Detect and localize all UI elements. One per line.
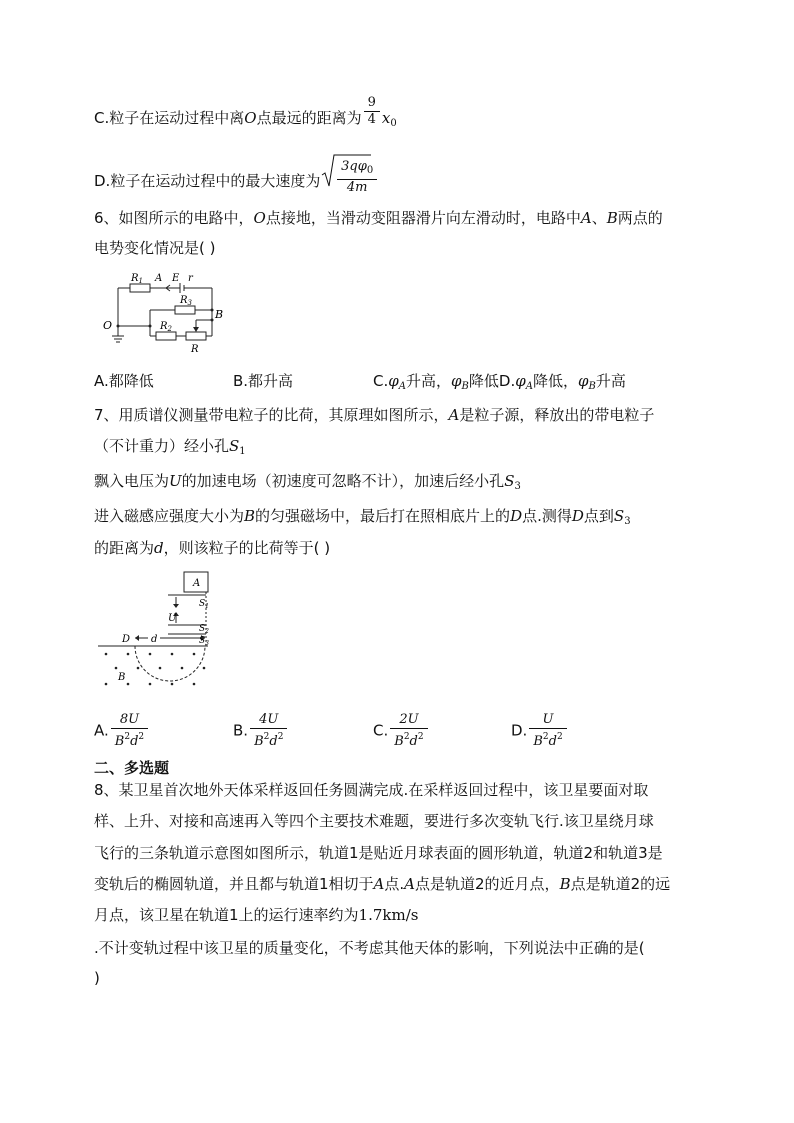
q8-line-7: ) [94,969,100,987]
q6-line-2: 电势变化情况是( ) [94,239,216,257]
rheostat-r [186,332,206,340]
section-heading: 二、多选题 [94,759,170,777]
option-text: 点最远的距离为 [256,109,362,127]
q5-option-c [94,95,397,134]
label-u: U [168,613,177,624]
label-s1: $S_1$ [199,599,209,610]
q7-option-a: A. $\frac{8U}{B^2d^2}$ [94,712,150,750]
q7-option-d: D. $\frac{U}{B^2d^2}$ [511,712,569,750]
q7-line-5: 的距离为d，则该粒子的比荷等于( ) [94,539,331,557]
label-r: r [188,273,193,284]
mass-spectrometer-diagram [98,570,223,692]
q7-option-b: B. $\frac{4U}{B^2d^2}$ [233,712,289,750]
label-e: E [172,273,180,284]
option-text: C.粒子在运动过程中离 [94,109,245,127]
label-b: B [215,308,224,321]
q8-line-2: 样、上升、对接和高速再入等四个主要技术难题，要进行多次变轨飞行.该卫星绕月球 [94,812,654,830]
label-rheostat: R [191,344,199,355]
resistor-r2 [156,332,176,340]
resistor-r1 [130,284,150,292]
sqrt-expression: $\frac{3q\varphi_0}{4m}$ [325,159,379,196]
subscript: 0 [390,118,397,129]
label-a: A [155,273,163,284]
circuit-diagram [100,268,230,358]
q8-line-1: 8、某卫星首次地外天体采样返回任务圆满完成.在采样返回过程中，该卫星要面对取 [94,781,649,799]
q6-option-a: A.都降低 [94,372,154,390]
q7-line-2: （不计重力）经小孔$S_1$ [94,437,246,457]
label-s3: $S_3$ [199,636,209,647]
label-b: B [118,672,126,683]
label-d-distance: d [151,634,158,645]
label-a: A [193,578,201,589]
fraction: $\frac{9}{4}$ [364,95,380,128]
resistor-r3 [175,306,195,314]
label-d-point: D [122,634,131,645]
q8-line-5: 月点，该卫星在轨道1上的运行速率约为1.7km/s [94,906,419,924]
point-o: O [244,109,257,127]
q5-option-d [94,159,379,200]
label-o: O [103,319,113,332]
q6-line-1: 6、如图所示的电路中，O点接地，当滑动变阻器滑片向左滑动时，电路中A、B两点的 [94,209,663,227]
variable-x: x [381,109,391,127]
label-r2: $R_2$ [160,321,172,333]
q8-line-4: 变轨后的椭圆轨道，并且都与轨道1相切于A点.A点是轨道2的近月点，B点是轨道2的远 [94,875,671,893]
sqrt-sign-icon [321,153,371,189]
q7-line-4: 进入磁感应强度大小为B的匀强磁场中，最后打在照相底片上的D点.测得D点到$S_3$ [94,507,631,527]
label-r1: $R_1$ [131,273,143,285]
label-r3: $R_3$ [180,295,192,307]
q8-line-6: .不计变轨过程中该卫星的质量变化，不考虑其他天体的影响，下列说法中正确的是( [94,939,645,957]
q7-line-3: 飘入电压为U的加速电场（初速度可忽略不计），加速后经小孔$S_3$ [94,472,521,492]
q6-option-c-d: $C.\varphi_A$升高，$\varphi_B$降低$D.\varphi_A$降低，$\varphi_B$升高 [373,372,626,392]
q8-line-3: 飞行的三条轨道示意图如图所示，轨道1是贴近月球表面的圆形轨道，轨道2和轨道3是 [94,844,663,862]
q7-option-c: C. $\frac{2U}{B^2d^2}$ [373,712,430,750]
option-text: D.粒子在运动过程中的最大速度为 [94,172,321,190]
q6-option-b: B.都升高 [233,372,294,390]
q7-line-1: 7、用质谱仪测量带电粒子的比荷，其原理如图所示，A是粒子源，释放出的带电粒子 [94,406,655,424]
label-s2: $S_2$ [199,624,209,635]
